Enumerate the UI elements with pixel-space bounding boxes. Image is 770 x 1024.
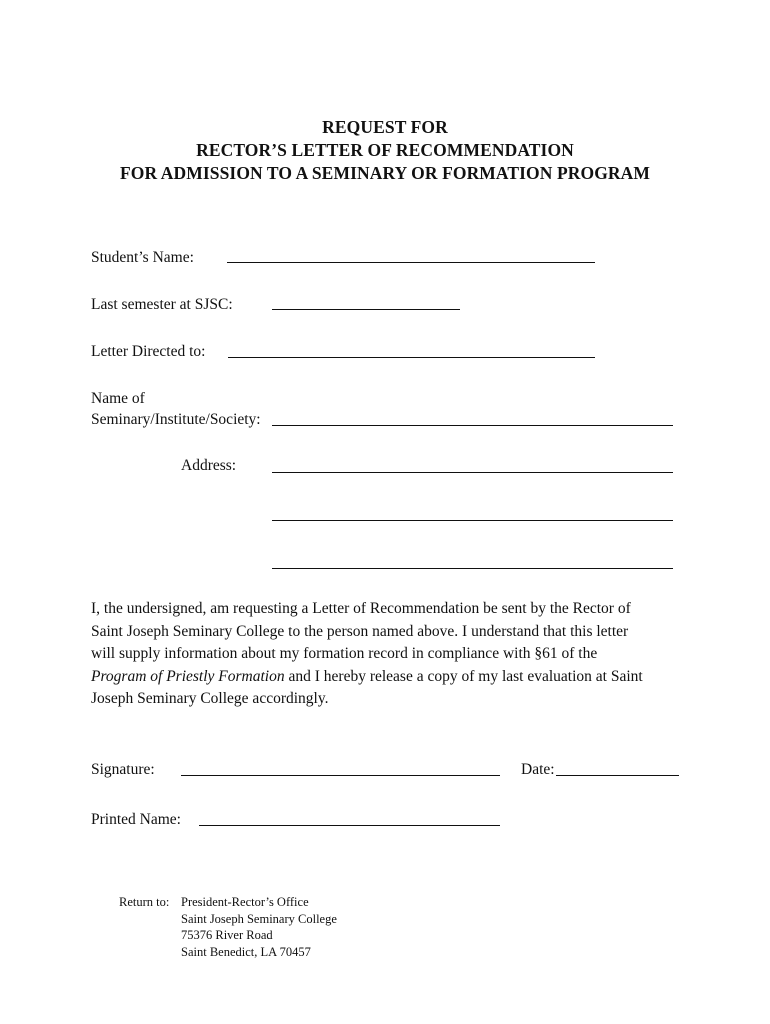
date-label: Date: <box>521 761 555 778</box>
return-address-line-2: Saint Joseph Seminary College <box>181 911 337 926</box>
program-title-italic: Program of Priestly Formation <box>91 667 285 685</box>
printed-name-field[interactable] <box>199 825 500 826</box>
signature-label: Signature: <box>91 761 155 778</box>
last-semester-label: Last semester at SJSC: <box>91 296 233 313</box>
signature-field[interactable] <box>181 775 500 776</box>
address-field-line-1[interactable] <box>272 472 673 473</box>
return-address-line-4: Saint Benedict, LA 70457 <box>181 944 311 959</box>
address-label: Address: <box>181 457 237 474</box>
form-title-line-3: FOR ADMISSION TO A SEMINARY OR FORMATION PROGRAM <box>119 163 651 183</box>
statement-paragraph <box>91 598 691 711</box>
address-field-line-2[interactable] <box>272 520 673 521</box>
statement-line-3: will supply information about my formation record in compliance with §61 of the <box>91 645 598 663</box>
statement-line-4-rest: and I hereby release a copy of my last evaluation at Saint <box>284 667 643 685</box>
return-address-line-1: President-Rector’s Office <box>181 895 309 909</box>
form-title-line-1: REQUEST FOR <box>322 117 448 137</box>
student-name-label: Student’s Name: <box>91 249 194 266</box>
seminary-name-field[interactable] <box>272 425 673 426</box>
return-to-label: Return to: <box>119 895 170 909</box>
last-semester-field[interactable] <box>272 309 460 310</box>
letter-directed-label: Letter Directed to: <box>91 343 206 360</box>
printed-name-label: Printed Name: <box>91 811 181 828</box>
statement-line-5: Joseph Seminary College accordingly. <box>91 690 329 708</box>
date-field[interactable] <box>556 775 679 776</box>
address-field-line-3[interactable] <box>272 568 673 569</box>
statement-line-4 <box>91 666 691 689</box>
student-name-field[interactable] <box>227 262 595 263</box>
seminary-label-line-1: Name of <box>91 390 145 407</box>
letter-directed-field[interactable] <box>228 357 595 358</box>
statement-line-2: Saint Joseph Seminary College to the person named above. I understand that this letter <box>91 622 629 640</box>
return-address-block <box>181 894 337 960</box>
statement-line-1: I, the undersigned, am requesting a Letter of Recommendation be sent by the Rector of <box>91 600 631 617</box>
form-title-line-2: RECTOR’S LETTER OF RECOMMENDATION <box>196 140 574 160</box>
seminary-label-line-2: Seminary/Institute/Society: <box>91 411 261 428</box>
return-address-line-3: 75376 River Road <box>181 928 273 942</box>
